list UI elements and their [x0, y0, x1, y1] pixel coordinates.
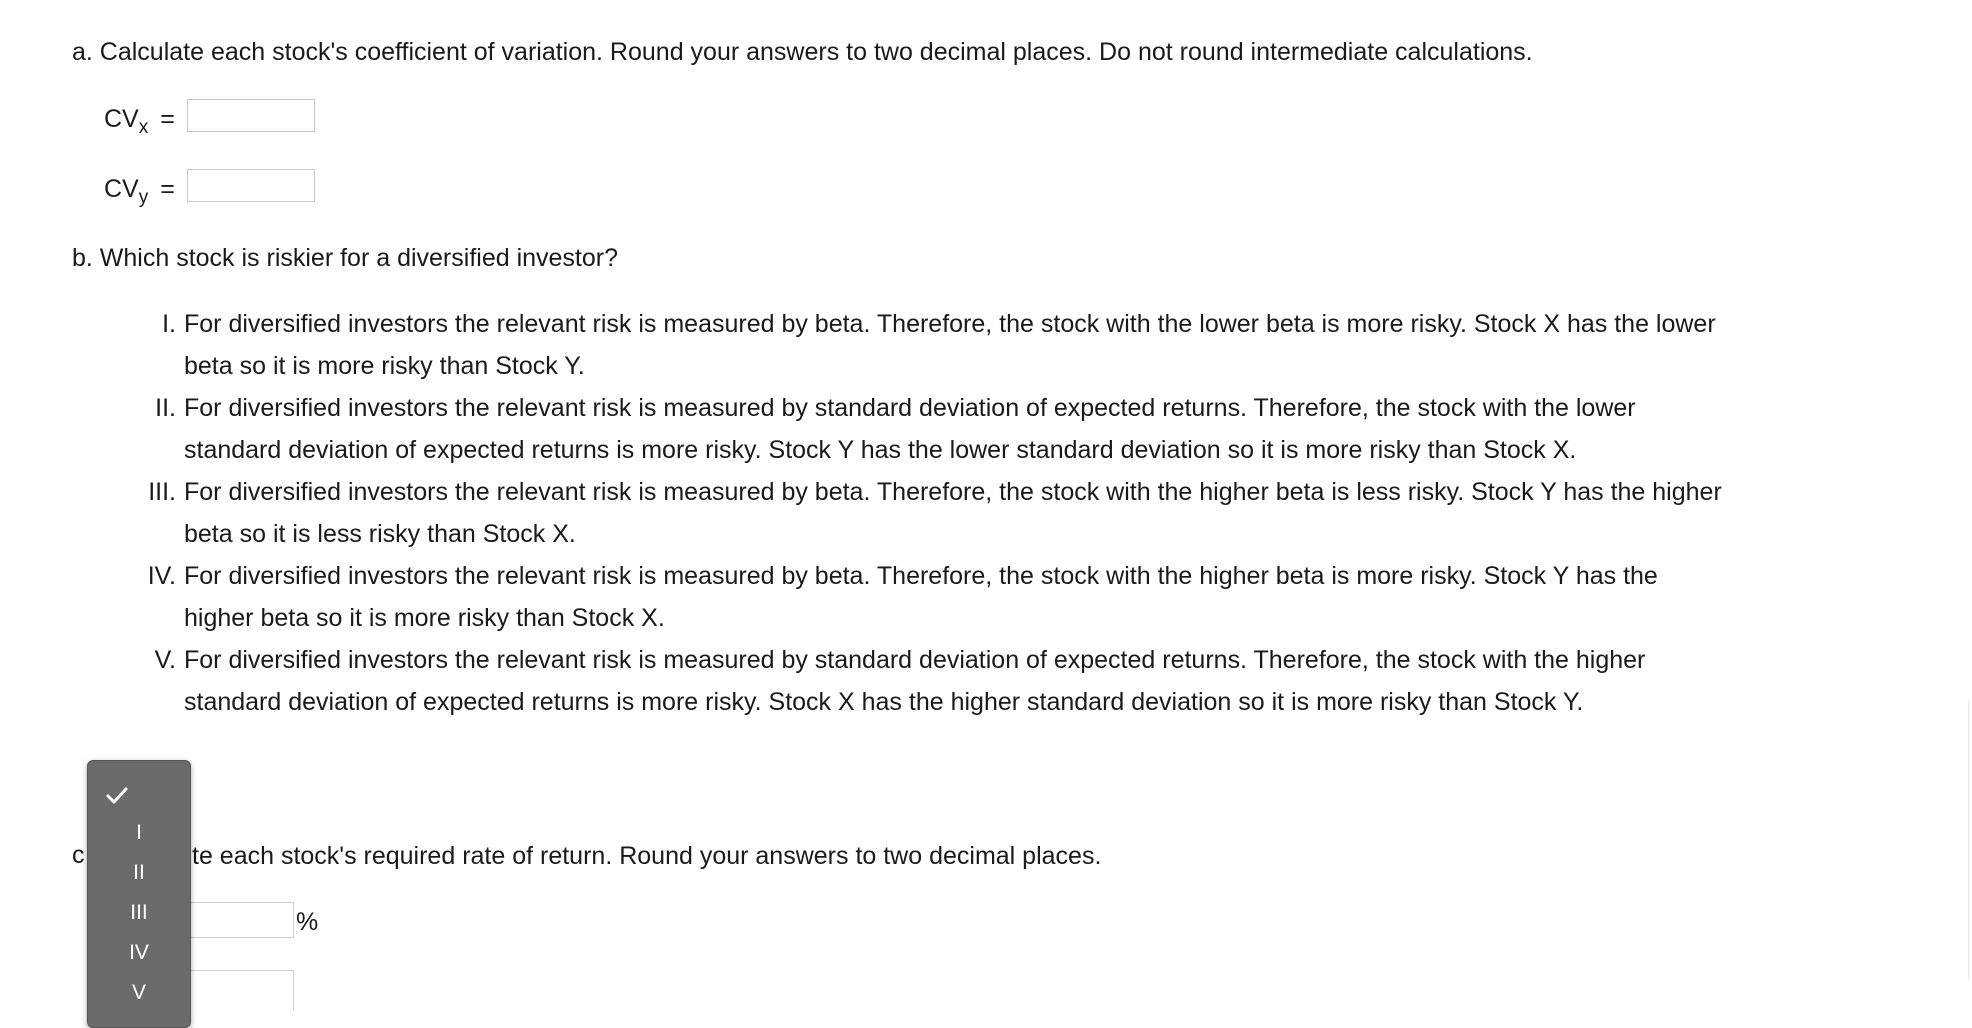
option-line: For diversified investors the relevant risk is measured by beta. Therefore, the stock with the higher beta is more risky. Stock Y has the: [184, 562, 1658, 590]
option-text: [184, 471, 1884, 555]
part-a-prompt: a. Calculate each stock's coefficient of variation. Round your answers to two decimal places. Do not round intermediate calculations.: [72, 38, 1533, 66]
cvy-sub: y: [138, 187, 149, 208]
required-return-x-input[interactable]: [190, 902, 294, 938]
option-text: [184, 303, 1884, 387]
option-number: I.: [162, 310, 176, 338]
option-text: [184, 555, 1884, 639]
cvx-base: CV: [104, 105, 139, 133]
dropdown-option-i[interactable]: I: [136, 821, 142, 844]
cvy-equals: =: [160, 175, 175, 203]
percent-sign: %: [296, 908, 319, 936]
scroll-edge-divider: [1968, 700, 1969, 980]
part-b-prompt: b. Which stock is riskier for a diversified investor?: [72, 244, 619, 272]
option-line: standard deviation of expected returns is more risky. Stock Y has the lower standard deviation so it is more risky than Stock X.: [184, 436, 1577, 464]
cvx-input[interactable]: [188, 100, 314, 131]
option-text: [184, 387, 1884, 471]
cvy-input-box[interactable]: [187, 169, 315, 202]
option-text: [184, 639, 1884, 723]
dropdown-option-iii[interactable]: III: [130, 901, 148, 924]
required-return-y-input[interactable]: [190, 970, 294, 1010]
option-line: For diversified investors the relevant risk is measured by standard deviation of expected returns. Therefore, the stock with the lower: [184, 394, 1636, 422]
option-line: For diversified investors the relevant risk is measured by beta. Therefore, the stock with the lower beta is more risky. Stock X has the lower: [184, 310, 1716, 338]
option-line: beta so it is less risky than Stock X.: [184, 520, 576, 548]
cvx-equals: =: [160, 105, 175, 133]
option-line: For diversified investors the relevant risk is measured by standard deviation of expected returns. Therefore, the stock with the higher: [184, 646, 1646, 674]
option-number: IV.: [147, 562, 176, 590]
dropdown-option-ii[interactable]: II: [133, 861, 145, 884]
part-c-prompt: te each stock's required rate of return. Round your answers to two decimal places.: [192, 842, 1102, 870]
option-line: For diversified investors the relevant risk is measured by beta. Therefore, the stock with the higher beta is less risky. Stock Y has the higher: [184, 478, 1722, 506]
option-number: V.: [154, 646, 176, 674]
option-number: III.: [148, 478, 176, 506]
option-number: II.: [155, 394, 176, 422]
cvx-sub: x: [138, 117, 149, 138]
cvx-label: [104, 105, 175, 139]
check-icon: [104, 783, 130, 809]
option-line: higher beta so it is more risky than Stock X.: [184, 604, 665, 632]
option-line: beta so it is more risky than Stock Y.: [184, 352, 585, 380]
option-line: standard deviation of expected returns is more risky. Stock X has the higher standard deviation so it is more risky than Stock Y.: [184, 688, 1584, 716]
cvy-base: CV: [104, 175, 139, 203]
answer-dropdown-menu[interactable]: [87, 760, 191, 1028]
cvx-input-box[interactable]: [187, 99, 315, 132]
cvy-label: [104, 175, 175, 209]
part-c-prefix: c: [72, 841, 85, 869]
cvy-input[interactable]: [188, 170, 314, 201]
dropdown-option-v[interactable]: V: [131, 981, 146, 1004]
dropdown-option-iv[interactable]: IV: [129, 941, 149, 964]
